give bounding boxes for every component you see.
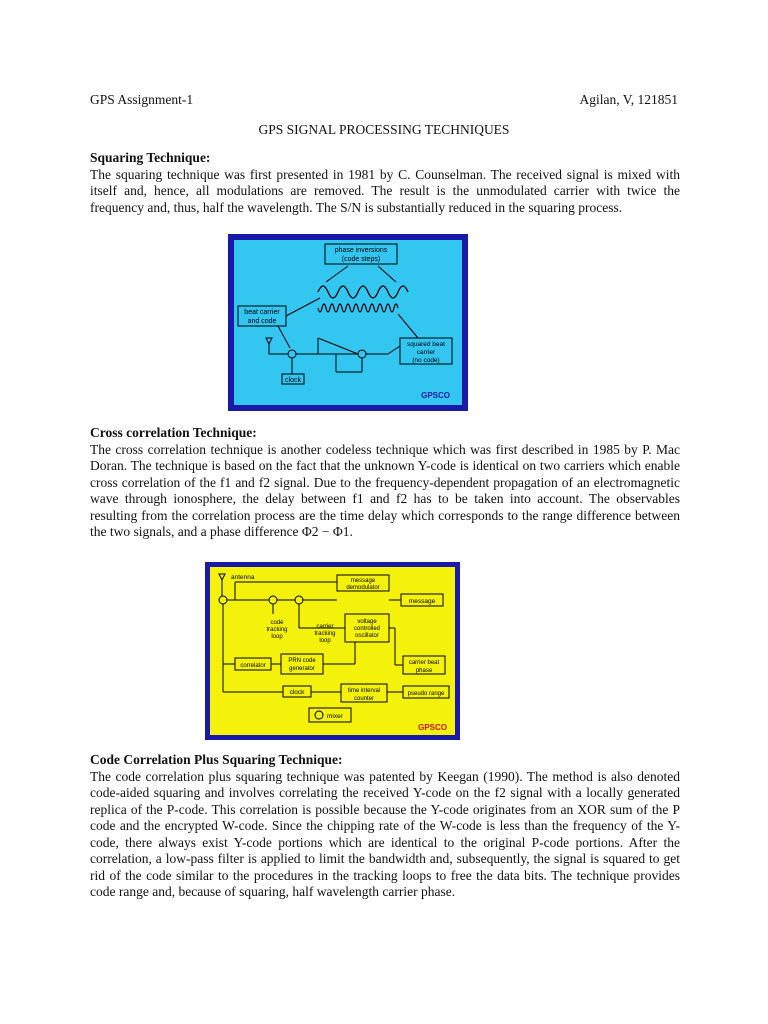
- vco-label-3: oscillator: [355, 633, 379, 639]
- mixer-icon: [288, 350, 296, 358]
- clock-label: clock: [289, 689, 305, 696]
- vco-label-1: voltage: [357, 619, 377, 625]
- section-cross-correlation: [90, 425, 680, 541]
- msgdemod-label-2: demodulator: [346, 585, 380, 591]
- squaring-diagram: [228, 234, 468, 411]
- squared-label-3: (no code): [412, 357, 440, 364]
- carrier-loop-label-3: loop: [319, 638, 331, 644]
- document-title: GPS SIGNAL PROCESSING TECHNIQUES: [258, 122, 510, 137]
- section-heading: Code Correlation Plus Squaring Technique:: [90, 752, 343, 767]
- section-body: The squaring technique was first presented in 1981 by C. Counselman. The received signal is mixed with itself and, hence, all modulations are removed. The result is the unmodulated carrier with twice the frequency and, thus, half the wavelength. The S/N is substantially reduced in the squaring process.: [90, 166, 680, 215]
- beat-label-2: and code: [247, 318, 277, 325]
- cbp-label-1: carrier beat: [408, 660, 440, 666]
- cross-correlation-diagram: [205, 562, 460, 740]
- prn-label-1: PRN code: [288, 658, 316, 664]
- section-heading: Cross correlation Technique:: [90, 425, 257, 440]
- code-loop-label-1: code: [270, 620, 284, 626]
- section-body: The code correlation plus squaring technique was patented by Keegan (1990). The method is also denoted code-aided squaring and involves correlating the received Y-code on the f2 signal with a locally generated replica of the P-code. This correlation is possible because the Y-code originates from an XOR sum of the P code and the encrypted W-code. Since the chipping rate of the W-code is less than the frequency of the Y-code, there always exist Y-code portions which are identical to the original P-code portions. After the correlation, a low-pass filter is applied to limit the bandwidth and, subsequently, the signal is squared to get rid of the code similar to the procedures in the tracking loops to free the data bits. The technique provides code range and, because of squaring, half wavelength carrier phase.: [90, 768, 680, 899]
- phase-label-2: (code steps): [341, 256, 381, 263]
- tic-label-2: counter: [353, 696, 375, 702]
- author-label: Agilan, V, 121851: [579, 92, 678, 107]
- assignment-label: GPS Assignment-1: [90, 92, 194, 107]
- code-loop-label-2: tracking: [266, 627, 288, 633]
- code-loop-label-3: loop: [271, 634, 283, 640]
- carrier-loop-label-2: tracking: [314, 631, 336, 637]
- squared-label: squared beat: [407, 341, 445, 348]
- section-body: The cross correlation technique is another codeless technique which was first described in 1985 by P. Mac Doran. The technique is based on the fact that the unknown Y-code is identical on two carriers which enable cross correlation of the f1 and f2 signal. Due to the frequency-dependent propagation of an electromagnetic wave through ionosphere, the delay between f1 and f2 has to be taken into account. The observables resulting from the correlation process are the time delay which corresponds to the range difference between the two signals, and a phase difference Φ2 − Φ1.: [90, 441, 680, 539]
- carrier-loop-label-1: carrier: [316, 624, 334, 630]
- mixer-label: mixer: [327, 713, 343, 720]
- message-label: message: [408, 598, 436, 605]
- mixer-icon: [358, 350, 366, 358]
- vco-label-2: controlled: [353, 626, 381, 632]
- squared-label-2: carrier: [416, 349, 436, 356]
- cbp-label-2: phase: [415, 668, 433, 674]
- page-header: [90, 92, 678, 112]
- tic-label-1: time interval: [347, 688, 381, 694]
- pseudo-label: pseudo range: [407, 691, 445, 697]
- phase-label: phase inversions: [334, 247, 388, 254]
- section-squaring: [90, 150, 680, 216]
- msgdemod-label: message: [350, 578, 376, 584]
- prn-label-2: generator: [289, 666, 315, 672]
- brand-label: GPSCO: [418, 723, 447, 732]
- clock-label: clock: [285, 377, 301, 384]
- antenna-label: antenna: [231, 574, 255, 581]
- section-heading: Squaring Technique:: [90, 150, 211, 165]
- beat-label: beat carrier: [244, 309, 280, 316]
- correlator-label: correlator: [240, 663, 266, 669]
- section-code-correlation: [90, 752, 680, 901]
- brand-label: GPSCO: [421, 391, 450, 400]
